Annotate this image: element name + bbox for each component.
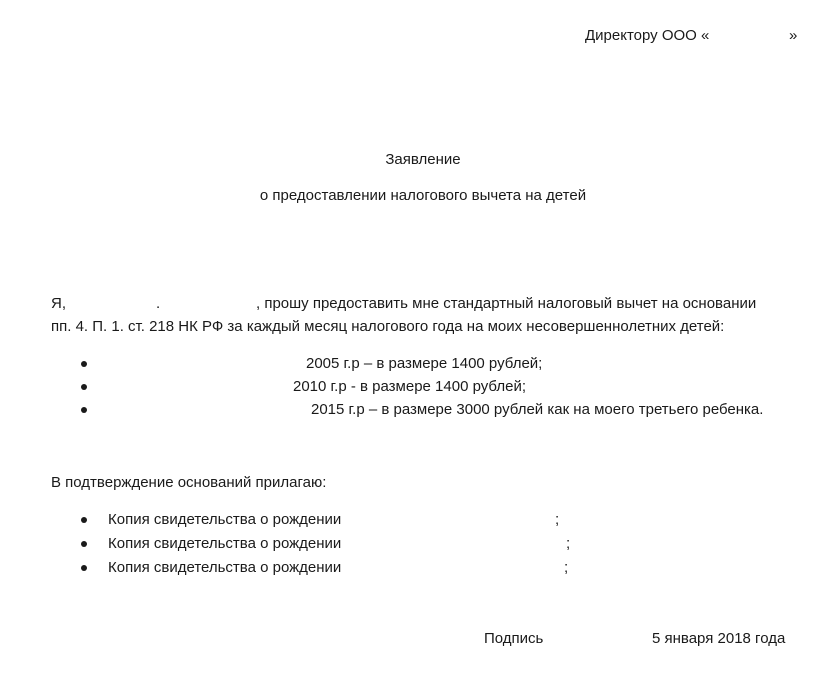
bullet-icon <box>81 407 87 413</box>
bullet-icon <box>81 541 87 547</box>
child-item: 2010 г.р - в размере 1400 рублей; <box>293 378 526 395</box>
attachment-label: Копия свидетельства о рождении <box>108 535 342 552</box>
document-title: Заявление <box>385 151 461 168</box>
attachment-label: Копия свидетельства о рождении <box>108 559 342 576</box>
bullet-icon <box>81 517 87 523</box>
addressee-header <box>585 27 798 45</box>
body-line-1 <box>51 295 757 313</box>
document-subtitle: о предоставлении налогового вычета на детей <box>259 187 587 204</box>
bullet-icon <box>81 565 87 571</box>
signature-label: Подпись <box>484 630 544 647</box>
attachment-end: ; <box>555 511 560 528</box>
addressee-close-quote: » <box>789 27 798 44</box>
body-name-dot: . <box>156 295 161 312</box>
attachments-heading: В подтверждение оснований прилагаю: <box>51 474 327 491</box>
child-item: 2015 г.р – в размере 3000 рублей как на моего третьего ребенка. <box>311 401 764 418</box>
body-start: Я, <box>51 295 66 312</box>
attachment-item <box>108 559 569 577</box>
attachment-label: Копия свидетельства о рождении <box>108 511 342 528</box>
bullet-icon <box>81 384 87 390</box>
attachment-item <box>108 511 560 529</box>
document-date: 5 января 2018 года <box>652 630 786 647</box>
child-item: 2005 г.р – в размере 1400 рублей; <box>306 355 543 372</box>
attachment-item <box>108 535 571 553</box>
body-line-2: пп. 4. П. 1. ст. 218 НК РФ за каждый месяц налогового года на моих несовершеннолетних детей: <box>51 318 725 335</box>
body-line-1-rest: , прошу предоставить мне стандартный налоговый вычет на основании <box>256 295 757 312</box>
attachment-end: ; <box>564 559 569 576</box>
attachment-end: ; <box>566 535 571 552</box>
addressee-text: Директору ООО « <box>585 27 710 44</box>
bullet-icon <box>81 361 87 367</box>
